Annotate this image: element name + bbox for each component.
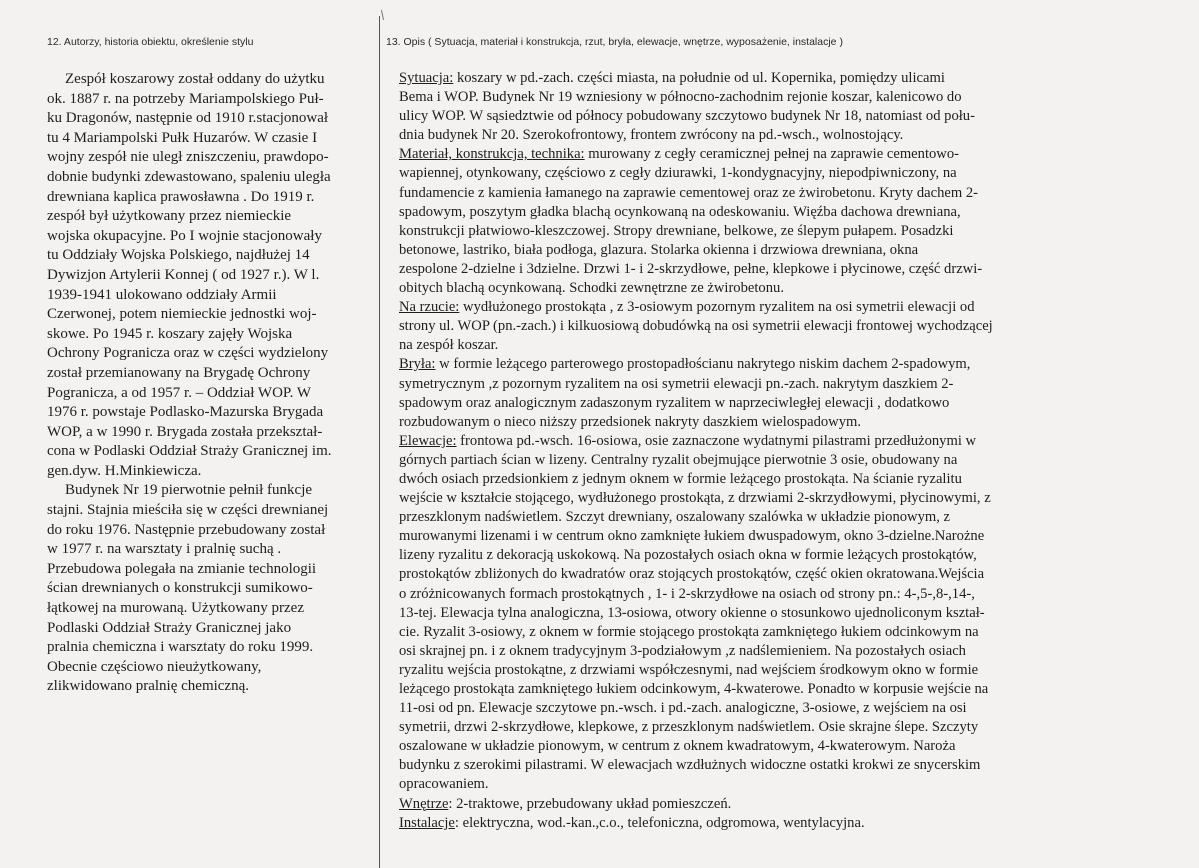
section-sytuacja bbox=[399, 69, 1179, 145]
text-line bbox=[399, 432, 1179, 451]
text-line: zespół był użytkowany przez niemieckie bbox=[47, 208, 292, 225]
rzut-text: wydłużonego prostokąta , z 3-osiowym pozornym ryzalitem na osi symetrii elewacji od bbox=[459, 299, 975, 316]
text-line: ku Dragonów, następnie od 1910 r.stacjonował bbox=[47, 110, 329, 127]
elewacje-text: o zróżnicowanych formach prostokątnych , 1- i 2-skrzydłowe na osiach od strony pn.: 4-,5-,8-,14-, bbox=[399, 585, 975, 602]
rzut-text: na zespół koszar. bbox=[399, 337, 499, 354]
text-line bbox=[399, 470, 1179, 489]
text-line bbox=[399, 585, 1179, 604]
bryla-label: Bryła: bbox=[399, 356, 436, 373]
text-line bbox=[399, 642, 1179, 661]
sytuacja-text: koszary w pd.-zach. części miasta, na południe od ul. Kopernika, pomiędzy ulicami bbox=[453, 70, 945, 86]
elewacje-text: lizeny ryzalitu z dekoracją uskokową. Na pozostałych osiach okna w formie leżących prostokątów, bbox=[399, 547, 977, 564]
bryla-text: symetrycznym ,z pozornym ryzalitem na osi symetrii elewacji pn.-zach. nakrytym daszkiem 2- bbox=[399, 375, 954, 392]
text-line bbox=[399, 394, 1179, 413]
text-line bbox=[399, 164, 1179, 183]
text-line: Pogranicza, a od 1957 r. – Oddział WOP. W bbox=[47, 384, 311, 401]
elewacje-text: oszalowane w układzie pionowym, w centrum z oknem kwadratowym, 4-kwaterowym. Naroża bbox=[399, 738, 956, 755]
elewacje-text: wejście w kształcie stojącego, wydłużonego prostokąta, z drzwiami 2-skrzydłowymi, płycinowymi, z bbox=[399, 490, 991, 507]
text-line bbox=[399, 527, 1179, 546]
text-line: Obecnie częściowo nieużytkowany, bbox=[47, 658, 262, 675]
section-instalacje bbox=[399, 814, 1179, 833]
text-line bbox=[399, 508, 1179, 527]
text-line bbox=[399, 88, 1179, 107]
section-material bbox=[399, 145, 1179, 298]
text-line: drewniana kaplica prawosławna . Do 1919 r. bbox=[47, 188, 315, 205]
text-line: w 1977 r. na warsztaty i pralnię suchą . bbox=[47, 541, 282, 558]
elewacje-text: dwóch osiach przedsionkiem z jednym oknem w formie leżącego prostokąta. Na ścianie ryzalitu bbox=[399, 470, 962, 487]
text-line: do roku 1976. Następnie przebudowany został bbox=[47, 521, 326, 538]
material-text: zespolone 2-dzielne i 3dzielne. Drzwi 1- i 2-skrzydłowe, pełne, klepkowe i płycinowe, część drzwi- bbox=[399, 260, 983, 277]
bryla-text: rozbudowanym o nieco niższy przedsionek nakryty daszkiem wielospadowym. bbox=[399, 413, 862, 430]
elewacje-text: budynku z szerokimi pilastrami. W elewacjach wzdłużnych widoczne ostatki krokwi ze snycerskim bbox=[399, 757, 981, 774]
history-paragraph-1 bbox=[47, 70, 365, 481]
section-header-left: 12. Autorzy, historia obiektu, określenie stylu bbox=[47, 36, 254, 48]
elewacje-text: frontowa pd.-wsch. 16-osiowa, osie zaznaczone wydatnymi pilastrami przedłużonymi w bbox=[456, 432, 977, 449]
text-line: gen.dyw. H.Minkiewicza. bbox=[47, 462, 202, 479]
text-line bbox=[399, 317, 1179, 336]
text-line: ścian drewnianych o konstrukcji sumikowo- bbox=[47, 580, 313, 597]
text-line: pralnia chemiczna i warsztaty do roku 1999. bbox=[47, 639, 314, 656]
history-column bbox=[47, 70, 365, 697]
text-line: wojny zespół nie uległ zniszczeniu, prawdopo- bbox=[47, 149, 329, 166]
elewacje-text: prostokątów zbliżonych do kwadratów oraz stojących prostokątów, część okien okratowana.Wejścia bbox=[399, 566, 985, 583]
material-label: Materiał, konstrukcja, technika: bbox=[399, 146, 585, 163]
text-line bbox=[399, 413, 1179, 432]
text-line bbox=[399, 680, 1179, 699]
material-text: wapiennej, otynkowany, częściowo z cegły dziurawki, 1-kondygnacyjny, niepodpiwniczony, na bbox=[399, 165, 957, 182]
sytuacja-label: Sytuacja: bbox=[399, 70, 454, 86]
elewacje-text: 13-tej. Elewacja tylna analogiczna, 13-osiowa, otwory okienne o stosunkowo ujednoliconym kształ- bbox=[399, 604, 985, 621]
text-line: Podlaski Oddział Straży Granicznej jako bbox=[47, 619, 292, 636]
elewacje-text: cie. Ryzalit 3-osiowy, z oknem w formie stojącego prostokąta zamkniętego łukiem odcinkowym na bbox=[399, 623, 979, 640]
text-line bbox=[399, 775, 1179, 794]
text-line: Czerwonej, potem niemieckie jednostki woj- bbox=[47, 306, 317, 323]
elewacje-text: opracowaniem. bbox=[399, 776, 489, 793]
text-line: Zespół koszarowy został oddany do użytku bbox=[65, 71, 325, 87]
text-line bbox=[399, 126, 1179, 145]
scan-mark bbox=[381, 10, 384, 20]
instalacje-label: Instalacje bbox=[399, 814, 455, 831]
rzut-label: Na rzucie: bbox=[399, 299, 460, 316]
text-line: został przemianowany na Brygadę Ochrony bbox=[47, 364, 311, 381]
material-text: fundamencie z kamienia łamanego na zaprawie cementowej oraz ze żwirobetonu. Kryty dachem 2- bbox=[399, 184, 979, 201]
bryla-text: w formie leżącego parterowego prostopadłościanu nakrytego niskim dachem 2-spadowym, bbox=[435, 356, 971, 373]
text-line: skowe. Po 1945 r. koszary zajęły Wojska bbox=[47, 325, 293, 342]
section-rzut bbox=[399, 298, 1179, 355]
text-line: Ochrony Pogranicza oraz w części wydzielony bbox=[47, 345, 329, 362]
text-line bbox=[399, 241, 1179, 260]
text-line bbox=[399, 184, 1179, 203]
text-line: 1976 r. powstaje Podlasko-Mazurska Brygada bbox=[47, 404, 324, 421]
text-line: tu Oddziały Wojska Polskiego, najdłużej 14 bbox=[47, 247, 310, 264]
text-line: tu 4 Mariampolski Pułk Huzarów. W czasie I bbox=[47, 129, 318, 146]
elewacje-label: Elewacje: bbox=[399, 432, 457, 449]
text-line bbox=[399, 336, 1179, 355]
material-text: spadowym, poszytym gładka blachą ocynkowaną na odeskowaniu. Więźba dachowa drewniana, bbox=[399, 203, 961, 220]
column-divider bbox=[379, 16, 380, 868]
text-line bbox=[399, 718, 1179, 737]
material-text: obitych blachą ocynkowaną. Schodki zewnętrzne ze żwirobetonu. bbox=[399, 280, 784, 297]
sytuacja-text: Bema i WOP. Budynek Nr 19 wzniesiony w północno-zachodnim rejonie koszar, kalenicowo do bbox=[399, 89, 962, 106]
sytuacja-text: dnia budynek Nr 20. Szerokofrontowy, frontem zwrócony na pd.-wsch., wolnostojący. bbox=[399, 127, 904, 144]
material-text: murowany z cegły ceramicznej pełnej na zaprawie cementowo- bbox=[584, 146, 959, 163]
material-text: konstrukcji płatwiowo-kleszczowej. Stropy drewniane, belkowe, ze ślepym pułapem. Posadzki bbox=[399, 222, 954, 239]
history-paragraph-2 bbox=[47, 481, 365, 697]
elewacje-text: leżącego prostokąta zamkniętego łukiem odcinkowym, 4-kwaterowe. Ponadto w korpusie wejście na bbox=[399, 681, 989, 697]
text-line bbox=[399, 756, 1179, 775]
text-line bbox=[399, 375, 1179, 394]
elewacje-text: murowanymi lizenami i w centrum okno zamknięte łukiem dwuspadowym, okno 3-dzielne.Narożne bbox=[399, 528, 985, 545]
text-line: ok. 1887 r. na potrzeby Mariampolskiego Puł- bbox=[47, 90, 324, 107]
text-line: Przebudowa polegała na zmianie technologii bbox=[47, 560, 317, 577]
text-line: dobnie budynki zdewastowano, spaleniu uległa bbox=[47, 168, 331, 185]
text-line bbox=[399, 489, 1179, 508]
section-elewacje bbox=[399, 432, 1179, 795]
wnetrze-text: : 2-traktowe, przebudowany układ pomieszczeń. bbox=[448, 795, 732, 812]
text-line bbox=[399, 604, 1179, 623]
elewacje-text: przeszklonym nadświetlem. Szczyt drewniany, oszalowany szalówka w układzie pionowym, z bbox=[399, 509, 951, 526]
text-line: Dywizjon Artylerii Konnej ( od 1927 r.). W l. bbox=[47, 266, 320, 283]
text-line bbox=[399, 279, 1179, 298]
text-line bbox=[399, 222, 1179, 241]
text-line bbox=[399, 451, 1179, 470]
text-line: Budynek Nr 19 pierwotnie pełnił funkcje bbox=[65, 482, 313, 499]
elewacje-text: osi skrajnej pn. i z oknem tradycyjnym 3-podziałowym ,z nadślemieniem. Na pozostałych osiach bbox=[399, 642, 966, 659]
text-line: WOP, a w 1990 r. Brygada została przekształ- bbox=[47, 423, 323, 440]
text-line: wojska okupacyjne. Po I wojnie stacjonowały bbox=[47, 227, 322, 244]
material-text: betonowe, lastriko, biała podłoga, glazura. Stolarka okienna i drzwiowa drewniana, okna bbox=[399, 241, 919, 258]
section-wnetrze bbox=[399, 795, 1179, 814]
text-line: 1939-1941 ulokowano oddziały Armii bbox=[47, 286, 277, 303]
rzut-text: strony ul. WOP (pn.-zach.) i kilkuosiową dobudówką na osi symetrii elewacji frontowej wychodzącej bbox=[399, 318, 993, 335]
elewacje-text: ryzalitu wejścia prostokątne, z drzwiami współczesnymi, nad wejściem środkowym okno w formie bbox=[399, 661, 979, 678]
section-header-right: 13. Opis ( Sytuacja, materiał i konstrukcja, rzut, bryła, elewacje, wnętrze, wyposażenie, instalacje ) bbox=[386, 36, 843, 48]
instalacje-text: : elektryczna, wod.-kan.,c.o., telefoniczna, odgromowa, wentylacyjna. bbox=[454, 814, 865, 831]
text-line bbox=[399, 737, 1179, 756]
elewacje-text: górnych partiach ścian w lizeny. Centralny ryzalit obejmujące pierwotnie 3 osie, obudowany na bbox=[399, 451, 958, 468]
text-line bbox=[399, 260, 1179, 279]
bryla-text: spadowym oraz analogicznym zadaszonym ryzalitem w naprzeciwległej elewacji , dodatkowo bbox=[399, 394, 950, 411]
text-line: zlikwidowano pralnię chemiczną. bbox=[47, 678, 250, 695]
elewacje-text: symetrii, drzwi 2-skrzydłowe, klepkowe, z przeszklonym nadświetlem. Osie skrajne ślepe. Szczyty bbox=[399, 719, 979, 736]
section-bryla bbox=[399, 355, 1179, 431]
text-line bbox=[399, 145, 1179, 164]
text-line bbox=[399, 565, 1179, 584]
text-line bbox=[399, 203, 1179, 222]
elewacje-text: 11-osi od pn. Elewacje szczytowe pn.-wsch. i pd.-zach. analogiczne, 3-osiowe, z wejściem na osi bbox=[399, 700, 967, 717]
text-line bbox=[399, 623, 1179, 642]
text-line: stajni. Stajnia mieściła się w części drewnianej bbox=[47, 502, 329, 519]
text-line: łątkowej na murowaną. Użytkowany przez bbox=[47, 600, 304, 617]
text-line bbox=[399, 107, 1179, 126]
text-line bbox=[399, 661, 1179, 680]
text-line: cona w Podlaski Oddział Straży Granicznej im. bbox=[47, 443, 332, 460]
description-column bbox=[399, 69, 1179, 833]
text-line bbox=[399, 69, 1179, 88]
sytuacja-text: ulicy WOP. W sąsiedztwie od północy pobudowany szczytowo budynek Nr 18, natomiast od połu- bbox=[399, 108, 975, 125]
text-line bbox=[399, 298, 1179, 317]
text-line bbox=[399, 699, 1179, 718]
wnetrze-label: Wnętrze bbox=[399, 795, 449, 812]
text-line bbox=[399, 355, 1179, 374]
text-line bbox=[399, 546, 1179, 565]
